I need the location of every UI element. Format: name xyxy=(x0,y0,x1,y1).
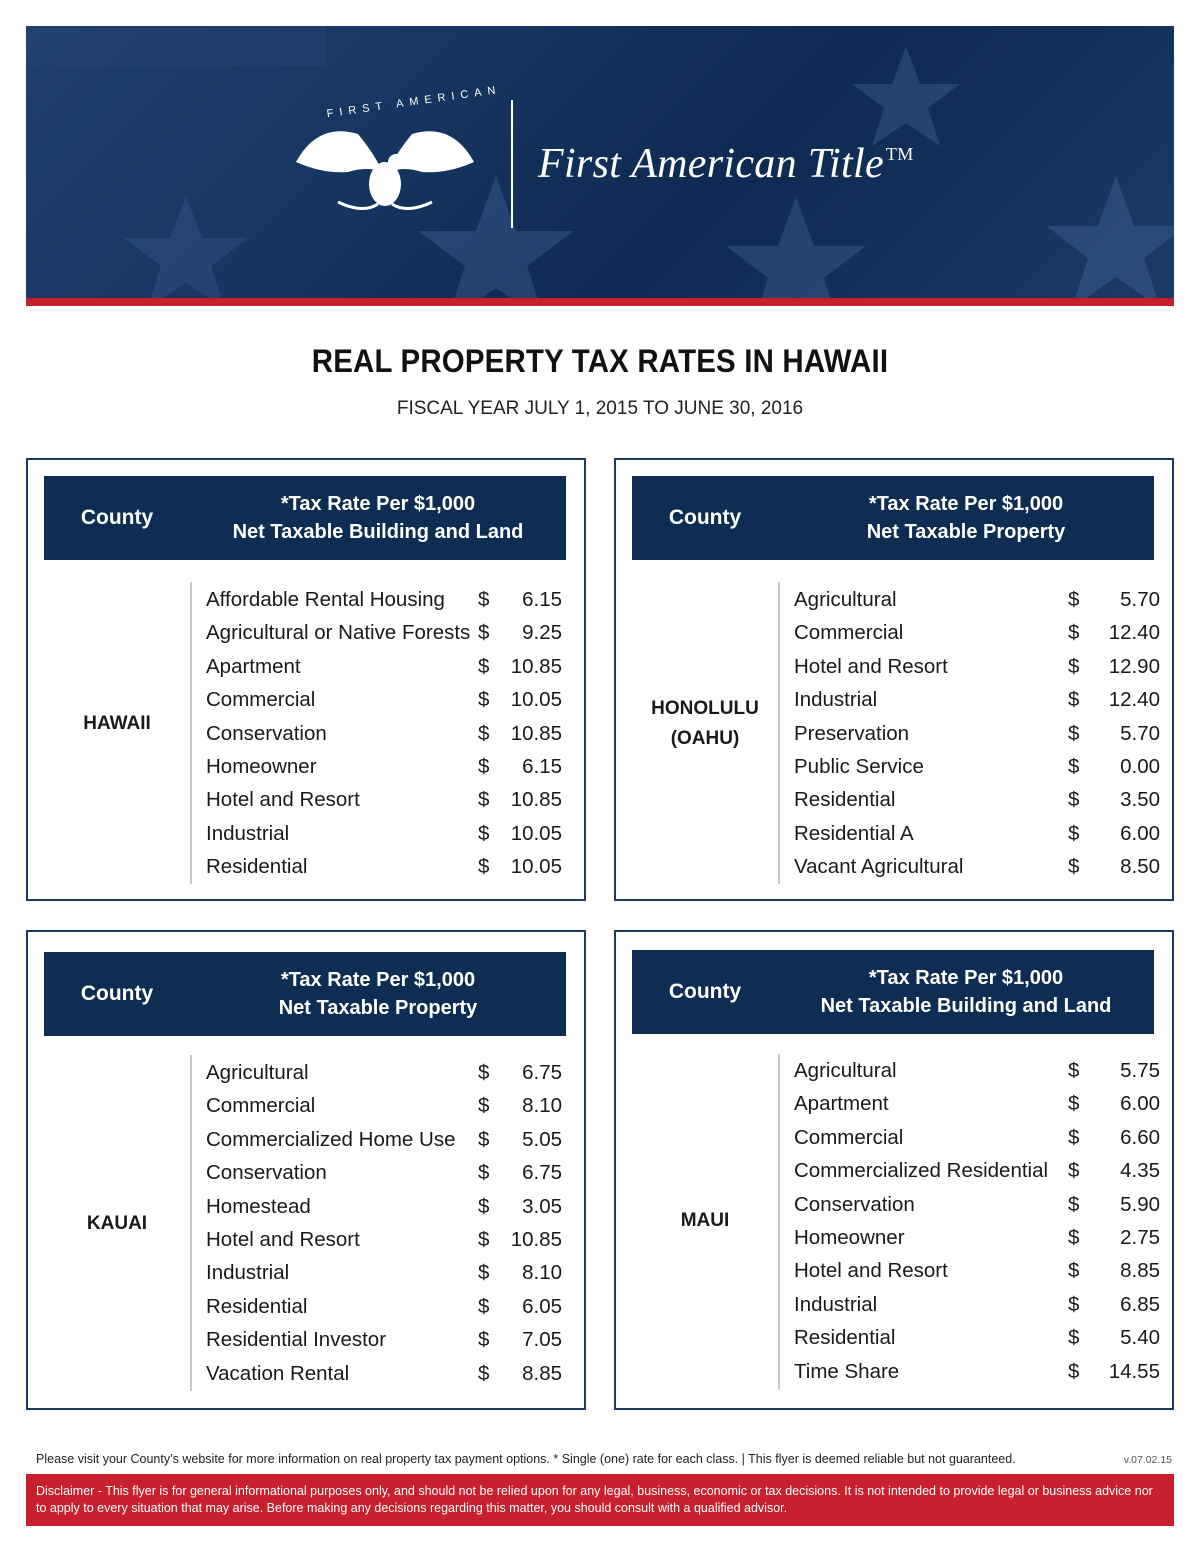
county-name xyxy=(632,694,778,754)
panel-maui xyxy=(614,930,1174,1410)
rate-row xyxy=(794,683,1160,716)
currency-symbol: $ xyxy=(478,821,490,845)
rate-value: 6.15 xyxy=(522,588,562,611)
rate-row xyxy=(206,616,562,649)
rate-row xyxy=(794,1355,1160,1388)
currency-symbol: $ xyxy=(478,1328,490,1352)
currency-symbol: $ xyxy=(478,1294,490,1318)
class-label: Preservation xyxy=(794,721,910,745)
rate-header-line2: Net Taxable Building and Land xyxy=(232,521,524,543)
rate-row xyxy=(206,1357,562,1390)
class-label: Residential xyxy=(794,788,896,812)
currency-symbol: $ xyxy=(478,1261,490,1285)
rate-value: 8.50 xyxy=(1120,855,1160,879)
currency-symbol: $ xyxy=(478,754,490,778)
rate-row xyxy=(794,616,1160,649)
column-header-rate xyxy=(778,950,1154,1034)
rate-row xyxy=(794,1221,1160,1254)
class-label: Homeowner xyxy=(794,1225,905,1249)
rate-value: 10.05 xyxy=(510,855,562,879)
rate-value: 6.05 xyxy=(522,1294,562,1318)
currency-symbol: $ xyxy=(1068,1259,1080,1283)
rate-value: 14.55 xyxy=(1108,1359,1160,1383)
county-name-line1: HAWAII xyxy=(83,713,151,734)
rate-value: 3.05 xyxy=(522,1194,562,1218)
class-label: Hotel and Resort xyxy=(794,1259,948,1283)
currency-symbol: $ xyxy=(478,588,490,611)
rate-value: 6.15 xyxy=(522,754,562,778)
rate-row xyxy=(794,1321,1160,1354)
rate-row xyxy=(794,1054,1160,1087)
header-banner xyxy=(26,26,1174,298)
rate-row xyxy=(794,850,1160,883)
brand-name xyxy=(538,140,912,188)
currency-symbol: $ xyxy=(1068,1225,1080,1249)
rate-value: 10.85 xyxy=(510,1227,562,1251)
rate-row xyxy=(794,1288,1160,1321)
class-label: Homeowner xyxy=(206,754,317,778)
column-header-rate xyxy=(190,952,566,1036)
rate-list xyxy=(794,1054,1160,1388)
currency-symbol: $ xyxy=(478,688,490,712)
class-label: Industrial xyxy=(206,821,290,845)
rate-row xyxy=(206,1256,562,1289)
rate-row xyxy=(206,650,562,683)
panel-honolulu xyxy=(614,458,1174,901)
rate-row xyxy=(794,783,1160,816)
rate-value: 10.85 xyxy=(510,654,562,678)
rate-row xyxy=(794,750,1160,783)
county-name xyxy=(632,1206,778,1236)
banner-red-stripe xyxy=(26,298,1174,306)
class-label: Industrial xyxy=(794,1292,878,1316)
class-label: Commercial xyxy=(206,1094,316,1118)
class-label: Agricultural xyxy=(794,588,897,611)
class-label: Hotel and Resort xyxy=(206,788,360,812)
currency-symbol: $ xyxy=(1068,621,1080,645)
class-label: Agricultural xyxy=(794,1059,897,1082)
page-subtitle: FISCAL YEAR JULY 1, 2015 TO JUNE 30, 2016 xyxy=(396,398,804,419)
rate-header-line2: Net Taxable Property xyxy=(866,521,1066,543)
logo-ring-text: FIRST AMERICAN xyxy=(326,83,503,121)
rate-row xyxy=(206,1123,562,1156)
rate-value: 8.10 xyxy=(522,1094,562,1118)
currency-symbol: $ xyxy=(1068,1125,1080,1149)
currency-symbol: $ xyxy=(478,1161,490,1185)
class-label: Time Share xyxy=(794,1359,900,1383)
table-header xyxy=(632,476,1154,560)
currency-symbol: $ xyxy=(1068,1326,1080,1350)
class-label: Hotel and Resort xyxy=(206,1227,360,1251)
class-label: Commercial xyxy=(206,688,316,712)
rate-row xyxy=(206,1089,562,1122)
trademark-mark: TM xyxy=(885,144,914,164)
class-label: Industrial xyxy=(794,688,878,712)
rate-value: 9.25 xyxy=(522,621,562,645)
currency-symbol: $ xyxy=(1068,855,1080,879)
brand-name-text: First American Title xyxy=(538,141,884,187)
rate-header-line1: *Tax Rate Per $1,000 xyxy=(280,493,476,515)
currency-symbol: $ xyxy=(1068,1092,1080,1116)
currency-symbol: $ xyxy=(1068,588,1080,611)
rate-row xyxy=(794,1254,1160,1287)
class-label: Residential xyxy=(206,855,308,879)
county-name xyxy=(44,709,190,739)
class-label: Conservation xyxy=(206,721,327,745)
rate-row xyxy=(206,1156,562,1189)
column-header-county: County xyxy=(668,506,742,529)
class-label: Commercial xyxy=(794,621,904,645)
rate-value: 12.40 xyxy=(1108,621,1160,645)
rate-row xyxy=(206,717,562,750)
rate-value: 8.85 xyxy=(1120,1259,1160,1283)
column-header-rate xyxy=(778,476,1154,560)
rate-value: 12.40 xyxy=(1108,688,1160,712)
currency-symbol: $ xyxy=(478,1361,490,1385)
currency-symbol: $ xyxy=(1068,1292,1080,1316)
currency-symbol: $ xyxy=(1068,721,1080,745)
disclaimer-box xyxy=(26,1474,1174,1526)
currency-symbol: $ xyxy=(1068,1159,1080,1183)
class-label: Public Service xyxy=(794,754,924,778)
rate-list xyxy=(794,583,1160,884)
rate-value: 5.90 xyxy=(1120,1192,1160,1216)
class-label: Agricultural xyxy=(206,1061,309,1084)
class-label: Vacant Agricultural xyxy=(794,855,964,879)
table-header xyxy=(632,950,1154,1034)
rate-value: 6.85 xyxy=(1120,1292,1160,1316)
rate-row xyxy=(794,1154,1160,1187)
currency-symbol: $ xyxy=(478,788,490,812)
class-label: Homestead xyxy=(206,1194,311,1218)
currency-symbol: $ xyxy=(478,1227,490,1251)
currency-symbol: $ xyxy=(478,1061,490,1084)
class-label: Commercial xyxy=(794,1125,904,1149)
rate-row xyxy=(206,817,562,850)
rate-header-line1: *Tax Rate Per $1,000 xyxy=(868,493,1064,515)
class-label: Residential A xyxy=(794,821,914,845)
column-header-rate xyxy=(190,476,566,560)
column-header-county: County xyxy=(668,980,742,1003)
county-name-line1: MAUI xyxy=(680,1210,730,1231)
currency-symbol: $ xyxy=(478,1194,490,1218)
disclaimer-text: Disclaimer - This flyer is for general informational purposes only, and should not be relied upon for any legal, business, economic or tax decisions. It is not intended to provide legal or business advice nor to apply to every situation that may arise. Before making any decisions regarding this matter, you should consult with a qualified advisor. xyxy=(36,1484,1153,1515)
currency-symbol: $ xyxy=(1068,654,1080,678)
rate-header-line2: Net Taxable Property xyxy=(278,997,478,1019)
class-label: Residential xyxy=(794,1326,896,1350)
rate-value: 0.00 xyxy=(1120,754,1160,778)
table-header xyxy=(44,952,566,1036)
rate-row xyxy=(206,783,562,816)
county-name-line1: HONOLULU xyxy=(651,698,759,719)
class-label: Hotel and Resort xyxy=(794,654,948,678)
currency-symbol: $ xyxy=(478,1094,490,1118)
class-label: Residential Investor xyxy=(206,1328,387,1352)
currency-symbol: $ xyxy=(478,721,490,745)
rate-value: 5.70 xyxy=(1120,588,1160,611)
rate-row xyxy=(206,750,562,783)
rate-value: 10.85 xyxy=(510,788,562,812)
rate-value: 5.75 xyxy=(1120,1059,1160,1082)
rate-value: 5.70 xyxy=(1120,721,1160,745)
class-label: Vacation Rental xyxy=(206,1361,350,1385)
currency-symbol: $ xyxy=(1068,754,1080,778)
rate-row xyxy=(206,583,562,616)
rate-row xyxy=(206,1290,562,1323)
table-header xyxy=(44,476,566,560)
page-title: REAL PROPERTY TAX RATES IN HAWAII xyxy=(311,343,889,379)
rate-value: 3.50 xyxy=(1120,788,1160,812)
rate-value: 2.75 xyxy=(1120,1225,1160,1249)
rate-row xyxy=(794,1121,1160,1154)
currency-symbol: $ xyxy=(478,621,490,645)
rate-value: 5.40 xyxy=(1120,1326,1160,1350)
rate-header-line1: *Tax Rate Per $1,000 xyxy=(868,967,1064,989)
logo-divider xyxy=(511,100,513,228)
currency-symbol: $ xyxy=(1068,788,1080,812)
rate-value: 6.75 xyxy=(522,1161,562,1185)
class-label: Conservation xyxy=(206,1161,327,1185)
rate-row xyxy=(794,817,1160,850)
rate-value: 8.85 xyxy=(522,1361,562,1385)
rate-row xyxy=(206,683,562,716)
footer-note: Please visit your County’s website for more information on real property tax payment options. * Single (one) rate for each class. | This flyer is deemed reliable but not guaranteed. xyxy=(36,1452,1016,1466)
currency-symbol: $ xyxy=(1068,688,1080,712)
county-name xyxy=(44,1209,190,1239)
rate-value: 4.35 xyxy=(1120,1159,1160,1183)
rate-row xyxy=(794,717,1160,750)
rate-value: 10.85 xyxy=(510,721,562,745)
currency-symbol: $ xyxy=(478,654,490,678)
rate-row xyxy=(794,583,1160,616)
panel-hawaii xyxy=(26,458,586,901)
currency-symbol: $ xyxy=(1068,1359,1080,1383)
rate-row xyxy=(794,650,1160,683)
rate-row xyxy=(794,1087,1160,1120)
rate-value: 6.00 xyxy=(1120,1092,1160,1116)
rate-header-line2: Net Taxable Building and Land xyxy=(820,995,1112,1017)
row-divider xyxy=(190,582,192,884)
rate-row xyxy=(206,1223,562,1256)
rate-row xyxy=(206,1323,562,1356)
rate-header-line1: *Tax Rate Per $1,000 xyxy=(280,969,476,991)
panel-kauai xyxy=(26,930,586,1410)
rate-value: 10.05 xyxy=(510,688,562,712)
rate-row xyxy=(794,1188,1160,1221)
class-label: Commercialized Home Use xyxy=(206,1127,456,1151)
version-label: v.07.02.15 xyxy=(1123,1454,1172,1466)
class-label: Commercialized Residential xyxy=(794,1159,1049,1183)
currency-symbol: $ xyxy=(1068,821,1080,845)
rate-value: 10.05 xyxy=(510,821,562,845)
county-name-line1: KAUAI xyxy=(86,1213,148,1234)
currency-symbol: $ xyxy=(1068,1192,1080,1216)
column-header-county: County xyxy=(80,506,154,529)
column-header-county: County xyxy=(80,982,154,1005)
class-label: Apartment xyxy=(206,654,301,678)
rate-value: 12.90 xyxy=(1108,654,1160,678)
rate-value: 6.75 xyxy=(522,1061,562,1084)
class-label: Agricultural or Native Forests xyxy=(206,621,471,645)
class-label: Apartment xyxy=(794,1092,889,1116)
eagle-icon xyxy=(278,92,492,232)
currency-symbol: $ xyxy=(1068,1059,1080,1082)
rate-row xyxy=(206,850,562,883)
rate-value: 8.10 xyxy=(522,1261,562,1285)
currency-symbol: $ xyxy=(478,855,490,879)
row-divider xyxy=(778,1054,780,1390)
row-divider xyxy=(778,582,780,884)
rate-value: 5.05 xyxy=(522,1127,562,1151)
rate-list xyxy=(206,583,562,884)
rate-value: 7.05 xyxy=(522,1328,562,1352)
rate-row xyxy=(206,1190,562,1223)
rate-value: 6.60 xyxy=(1120,1125,1160,1149)
rate-value: 6.00 xyxy=(1120,821,1160,845)
rate-list xyxy=(206,1056,562,1390)
class-label: Conservation xyxy=(794,1192,915,1216)
class-label: Affordable Rental Housing xyxy=(206,588,445,611)
currency-symbol: $ xyxy=(478,1127,490,1151)
class-label: Industrial xyxy=(206,1261,290,1285)
rate-row xyxy=(206,1056,562,1089)
county-name-line2: (OAHU) xyxy=(670,728,740,749)
row-divider xyxy=(190,1055,192,1391)
class-label: Residential xyxy=(206,1294,308,1318)
